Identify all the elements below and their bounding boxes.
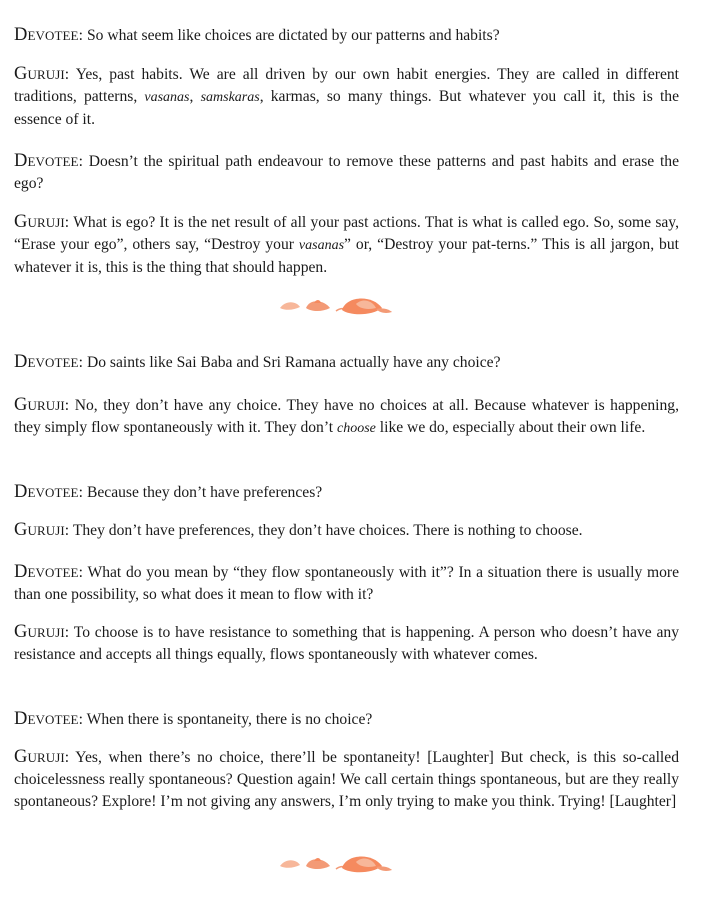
speaker-label: Devotee : (14, 151, 83, 171)
speaker-label: Guruji : (14, 395, 69, 415)
dialogue-text: Yes, when there’s no choice, there’ll be spontaneity! [Laughter] But check, is this so-called choicelessness really spontaneous? Question again! We call certain things spontaneous, but are they really spontaneous? Explore! I’m not giving any answers, I’m only trying to make you think. Trying! [Laughter] (14, 749, 679, 810)
speaker-label: Guruji : (14, 212, 69, 232)
dialogue-devotee (14, 561, 679, 606)
dialogue-text: Doesn’t the spiritual path endeavour to remove these patterns and past habits and erase the ego? (14, 153, 679, 192)
speaker-label: Devotee : (14, 25, 83, 45)
dialogue-text: What is ego? It is the net result of all your past actions. That is what is called ego. So, some say, “Erase your ego”, others say, “Destroy your (14, 214, 679, 253)
dialogue-guruji (14, 746, 679, 813)
speaker-label: Guruji : (14, 64, 69, 84)
dialogue-text: Do saints like Sai Baba and Sri Ramana actually have any choice? (86, 354, 501, 371)
dialogue-text: like we do, especially about their own life. (375, 419, 646, 436)
dialogue-text: Yes, past habits. We are all driven by our own habit energies. They are called in different traditions, patterns, (14, 66, 679, 105)
dialogue-guruji (14, 394, 679, 440)
speaker-label: Guruji : (14, 622, 69, 642)
dialogue-text: No, they don’t have any choice. They have no choices at all. Because whatever is happening, they simply flow spontaneously with it. They don’t (14, 397, 679, 436)
dialogue-text: Because they don’t have preferences? (86, 484, 323, 501)
speaker-label: Guruji : (14, 747, 69, 767)
dialogue-text: To choose is to have resistance to something that is happening. A person who doesn’t have any resistance and accepts all things equally, flows spontaneously with whatever comes. (14, 624, 679, 663)
dialogue-devotee (14, 351, 679, 374)
dialogue-text: When there is spontaneity, there is no choice? (86, 711, 373, 728)
dialogue-text: They don’t have preferences, they don’t have choices. There is nothing to choose. (72, 522, 583, 539)
speaker-label: Devotee : (14, 482, 83, 502)
dialogue-guruji (14, 621, 679, 666)
dialogue-devotee (14, 481, 679, 504)
italic-term: vasanas (144, 90, 190, 105)
dialogue-guruji (14, 211, 679, 279)
dialogue-text: What do you mean by “they flow spontaneously with it”? In a situation there is usually more than one possibility, so what does it mean to flow with it? (14, 564, 679, 603)
lotus-petal-divider-icon (276, 852, 396, 878)
dialogue-text: So what seem like choices are dictated by our patterns and habits? (86, 27, 500, 44)
speaker-label: Devotee : (14, 709, 83, 729)
dialogue-guruji (14, 519, 679, 542)
speaker-label: Guruji : (14, 520, 69, 540)
lotus-petal-divider-icon (276, 294, 396, 320)
dialogue-text: ” or, “Destroy your pat-terns.” This is all jargon, but whatever it is, this is the thing that should happen. (14, 236, 679, 276)
dialogue-devotee (14, 708, 679, 731)
italic-term: samskaras (200, 90, 260, 105)
dialogue-text: , (189, 88, 201, 105)
speaker-label: Devotee : (14, 562, 83, 582)
italic-term: vasanas (298, 238, 345, 253)
dialogue-devotee (14, 24, 679, 47)
dialogue-guruji (14, 63, 679, 131)
speaker-label: Devotee : (14, 352, 83, 372)
dialogue-devotee (14, 150, 679, 195)
dialogue-text: , karmas, so many things. But whatever you call it, this is the essence of it. (14, 88, 680, 128)
italic-term: choose (336, 421, 376, 436)
